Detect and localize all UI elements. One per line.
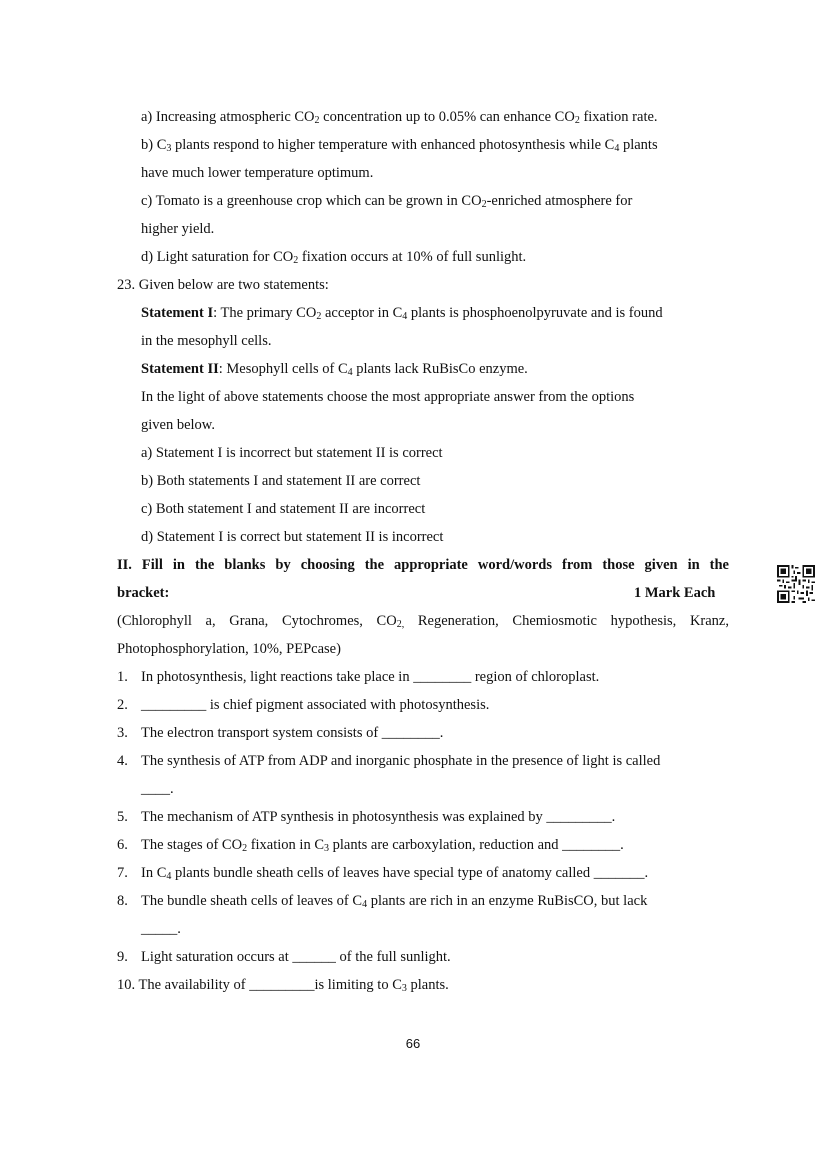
q22-option-d: d) Light saturation for $CO_2$ fixation occurs at 10% of full sunlight. [141,249,527,266]
q23-option-b: b) Both statements I and statement II are correct [141,473,421,489]
marks-label: 1 Mark Each [634,585,716,601]
q23-option-c: c) Both statement I and statement II are incorrect [141,501,426,517]
word-bank: (Chlorophyll a, Grana, Cytochromes, $CO_{2,}$ Regeneration, Chemiosmotic hypothesis, Kranz, [117,613,729,630]
q22-option-c-continued: higher yield. [141,221,215,237]
q23-instruction: In the light of above statements choose the most appropriate answer from the options [141,389,635,405]
q23-statement-1: Statement I: The primary $CO_2$ acceptor in $C_4$ plants is phosphoenolpyruvate and is found [141,305,663,322]
q23-lead: 23. Given below are two statements: [117,277,329,293]
page-number: 66 [405,1036,421,1051]
q23-instruction-continued: given below. [141,417,215,433]
section-heading-continued: bracket: [117,585,170,601]
q23-option-a: a) Statement I is incorrect but statement II is correct [141,445,443,461]
q23-option-d: d) Statement I is correct but statement II is incorrect [141,529,444,545]
list-item: 10. The availability of _________is limiting to $C_3$ plants. [117,977,449,994]
word-bank-continued: Photophosphorylation, 10%, PEPcase) [117,641,341,657]
section-heading: II. Fill in the blanks by choosing the appropriate word/words from those given in the [117,557,729,573]
q22-option-b-continued: have much lower temperature optimum. [141,165,374,181]
q23-statement-1-continued: in the mesophyll cells. [141,333,272,349]
qr-code-icon [777,565,815,603]
q22-option-b: b) $C_3$ plants respond to higher temperature with enhanced photosynthesis while $C_4$ plants [141,137,658,154]
q22-option-a: a) Increasing atmospheric $CO_2$ concentration up to 0.05% can enhance $CO_2$ fixation rate. [141,109,658,126]
q23-statement-2: Statement II: Mesophyll cells of $C_4$ plants lack RuBisCo enzyme. [141,361,528,378]
q22-option-c: c) Tomato is a greenhouse crop which can be grown in $CO_2$-enriched atmosphere for [141,193,633,210]
